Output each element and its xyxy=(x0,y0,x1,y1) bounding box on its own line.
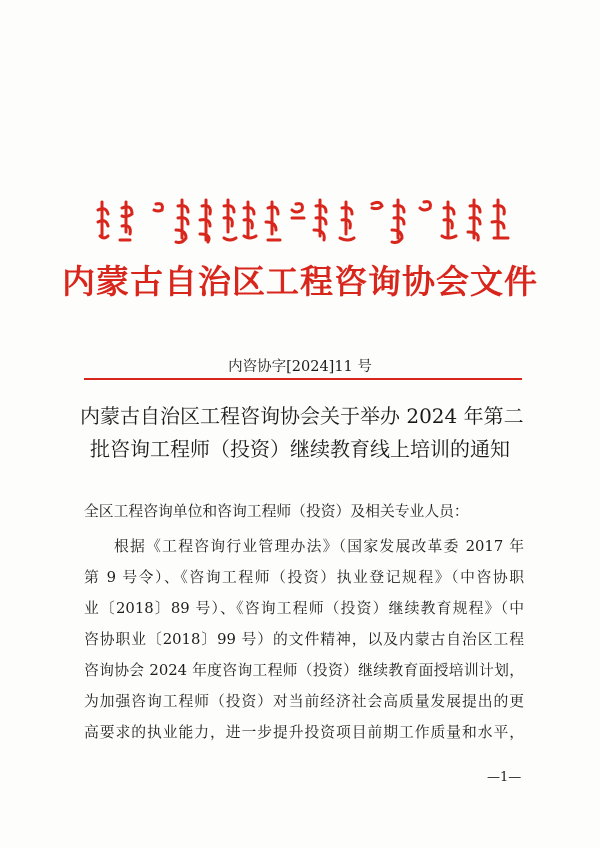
notice-title xyxy=(80,400,524,466)
page-number: —1— xyxy=(487,770,522,785)
paragraph-line: 业〔2018〕89 号）、《咨询工程师（投资）继续教育规程》（中 xyxy=(84,600,524,617)
salutation: 全区工程咨询单位和咨询工程师（投资）及相关专业人员： xyxy=(84,503,469,520)
notice-title-line: 批咨询工程师（投资）继续教育线上培训的通知 xyxy=(90,437,510,461)
body-paragraph xyxy=(84,531,524,748)
paragraph-line: 第 9 号令）、《咨询工程师（投资）执业登记规程》（中咨协职 xyxy=(84,569,524,586)
document-number: 内咨协字[2024]11 号 xyxy=(228,359,372,375)
notice-title-line: 内蒙古自治区工程咨询协会关于举办 2024 年第二 xyxy=(80,404,524,428)
paragraph-line: 咨询协会 2024 年度咨询工程师（投资）继续教育面授培训计划， xyxy=(84,662,524,679)
paragraph-line: 根据《工程咨询行业管理办法》（国家发展改革委 2017 年 xyxy=(114,538,524,555)
paragraph-line: 高要求的执业能力，进一步提升投资项目前期工作质量和水平， xyxy=(84,724,524,741)
mongolian-script-header xyxy=(96,196,514,248)
paragraph-line: 为加强咨询工程师（投资）对当前经济社会高质量发展提出的更 xyxy=(84,693,524,710)
red-divider-line xyxy=(84,378,522,380)
org-title: 内蒙古自治区工程咨询协会文件 xyxy=(62,262,538,301)
paragraph-line: 咨协职业〔2018〕99 号）的文件精神，以及内蒙古自治区工程 xyxy=(84,631,524,648)
